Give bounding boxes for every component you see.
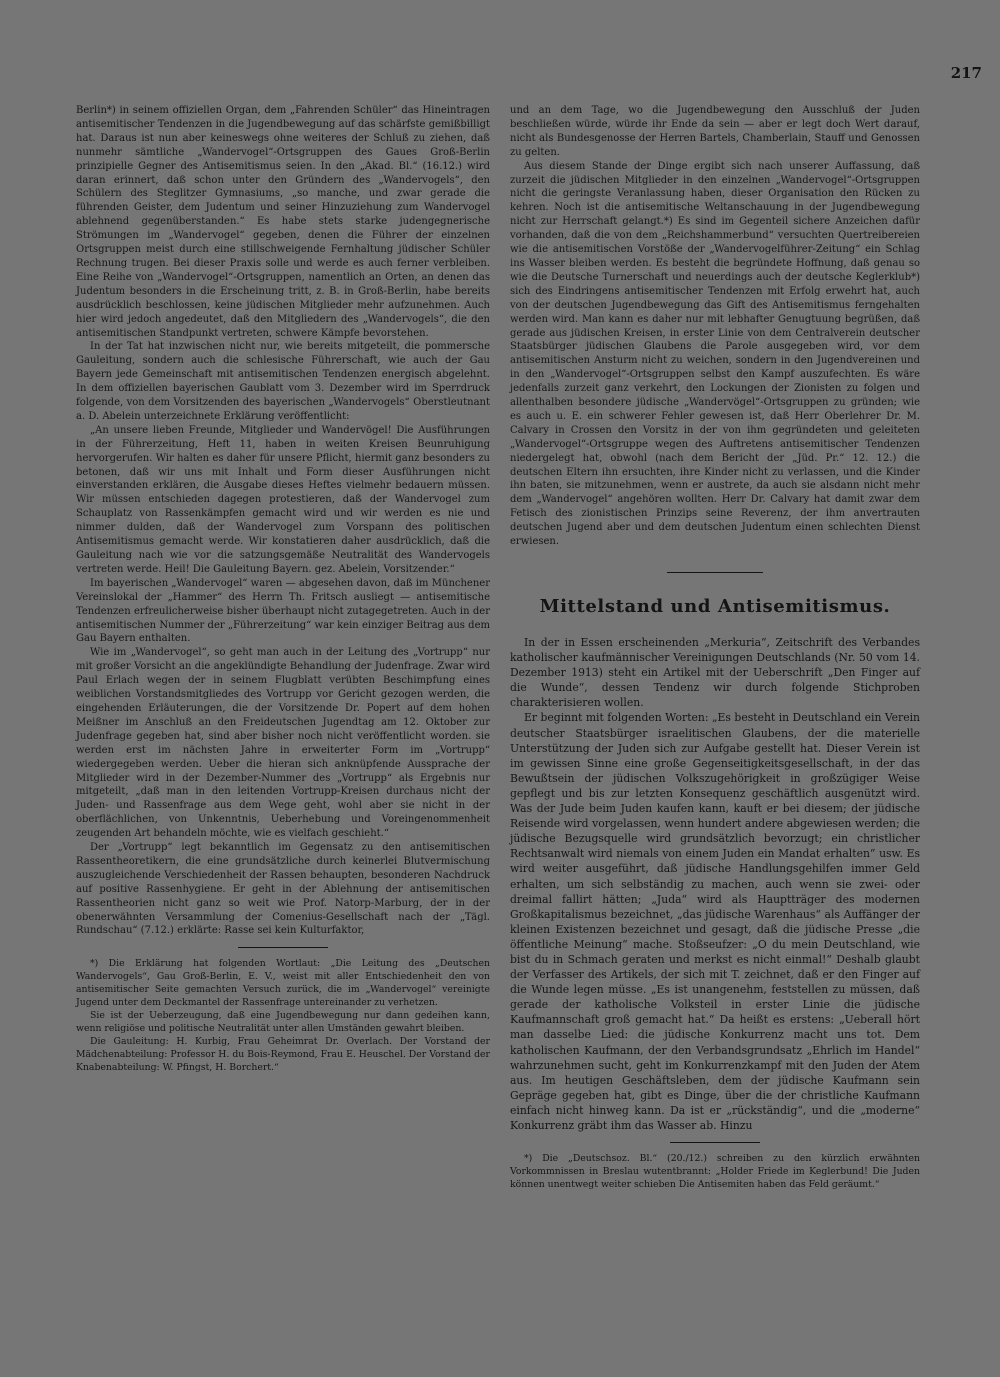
- paragraph: Berlin*) in seinem offiziellen Organ, dem „Fahrenden Schüler“ das Hineintragen antisemitischer Tendenzen in die Jugendbewegung auf das schärfste gemißbilligt hat. Daraus ist nun aber keineswegs ohne weiteres der Schluß zu ziehen, daß nunmehr sämtliche „Wandervogel“-Ortsgruppen des Gaues Groß-Berlin prinzipielle Gegner des Antisemitismus seien. In den „Akad. Bl.“ (16.12.) wird daran erinnert, daß schon unter den Gründern des „Wandervogels“, den Schülern des Steglitzer Gymnasiums, „so manche, und zwar gerade die führenden Geister, dem Judentum und seiner Hinzuziehung zum Wandervogel ablehnend gegenüberstanden.“ Es habe stets starke judengegnerische Strömungen im „Wandervogel“ gegeben, denen die Führer der einzelnen Ortsgruppen meist durch eine stillschweigende Fernhaltung jüdischer Schüler Rechnung trugen. Bei dieser Praxis solle und werde es auch ferner verbleiben. Eine Reihe von „Wandervogel“-Ortsgruppen, namentlich an Orten, an denen das Judentum besonders in die Erscheinung tritt, z. B. in Groß-Berlin, habe bereits ausdrücklich beschlossen, keine jüdischen Mitglieder mehr aufzunehmen. Auch hier wird jedoch angedeutet, daß den Mitgliedern des „Wandervogels“, die den antisemitischen Standpunkt vertreten, schwere Kämpfe bevorstehen.: [76, 105, 490, 339]
- footnotes: [76, 957, 490, 1074]
- page-number: 217: [950, 64, 982, 82]
- footnote: Sie ist der Ueberzeugung, daß eine Jugendbewegung nur dann gedeihen kann, wenn religiöse und politische Neutralität unter allen Umständen gewahrt bleiben.: [76, 1010, 490, 1035]
- footnote: *) Die Erklärung hat folgenden Wortlaut: „Die Leitung des „Deutschen Wandervogels“, Gau Groß-Berlin, E. V., weist mit aller Entschiedenheit den von antisemitischer Seite gemachten Versuch zurück, die im „Wandervogel“ vereinigte Jugend unter dem Deckmantel der Rassenfrage untereinander zu verhetzen.: [76, 958, 490, 1009]
- section-body: [510, 635, 920, 1133]
- section-divider: [667, 572, 763, 573]
- footnote: Die Gauleitung: H. Kurbig, Frau Geheimrat Dr. Overlach. Der Vorstand der Mädchenabteilung: Professor H. du Bois-Reymond, Frau E. Heuschel. Der Vorstand der Knabenabteilung: W. Pfingst, H. Borchert.“: [76, 1036, 490, 1074]
- paragraph: Aus diesem Stande der Dinge ergibt sich nach unserer Auffassung, daß zurzeit die jüdischen Mitglieder in den einzelnen „Wandervogel“-Ortsgruppen nicht die geringste Veranlassung haben, dieser Organisation den Rücken zu kehren. Noch ist die antisemitische Weltanschauung in der Jugendbewegung nicht zur Herrschaft gelangt.*) Es sind im Gegenteil sichere Anzeichen dafür vorhanden, daß die von dem „Reichshammerbund“ versuchten Quertreibereien wie die antisemitischen Vorstöße der „Wandervogelführer-Zeitung“ ein Schlag ins Wasser bleiben werden. Es besteht die begründete Hoffnung, daß genau so wie die Deutsche Turnerschaft und neuerdings auch der deutsche Keglerklub*) sich des Eindringens antisemitischer Tendenzen mit Erfolg erwehrt hat, auch von der deutschen Jugendbewegung das Gift des Antisemitismus ferngehalten werden wird. Man kann es daher nur mit lebhafter Genugtuung begrüßen, daß gerade aus jüdischen Kreisen, in erster Linie von dem Centralverein deutscher Staatsbürger jüdischen Glaubens die Parole ausgegeben wird, vor dem antisemitischen Ansturm nicht zu weichen, sondern in den Jugendvereinen und in den „Wandervogel“-Ortsgruppen selbst den Kampf auszufechten. Es wäre jedenfalls zurzeit ganz verkehrt, den Lockungen der Zionisten zu folgen und allenthalben besondere jüdische „Wandervögel“-Ortsgruppen zu gründen; wie es auch u. E. ein schwerer Fehler gewesen ist, daß Herr Oberlehrer Dr. M. Calvary in Crossen den Vorsitz in der von ihm gegründeten und geleiteten „Wandervogel“-Ortsgruppe wegen des Auftretens antisemitischer Tendenzen niedergelegt hat, obwohl (nach dem Bericht der „Jüd. Pr.“ 12. 12.) die deutschen Eltern ihn ersuchten, ihre Kinder nicht zu verlassen, und die Kinder ihn baten, sie mitzunehmen, wenn er austrete, da auch sie alsdann nicht mehr dem „Wandervogel“ angehören wollten. Herr Dr. Calvary hat damit zwar dem Fetisch des zionistischen Prinzips seine Reverenz, der ihm anvertrauten deutschen Jugend aber und dem deutschen Judentum einen schlechten Dienst erwiesen.: [510, 160, 920, 548]
- footnote-separator: [670, 1142, 760, 1143]
- paragraph: In der Tat hat inzwischen nicht nur, wie bereits mitgeteilt, die pommersche Gauleitung, sondern auch die schlesische Führerschaft, wie auch der Gau Bayern jede Gemeinschaft mit antisemitischen Tendenzen energisch abgelehnt. In dem offiziellen bayerischen Gaublatt vom 3. Dezember wird im Sperrdruck folgende, von dem Vorsitzenden des bayerischen „Wandervogels“ Oberstleutnant a. D. Abelein unterzeichnete Erklärung veröffentlicht:: [76, 341, 490, 422]
- quoted-declaration: „An unsere lieben Freunde, Mitglieder und Wandervögel! Die Ausführungen in der Führerzeitung, Heft 11, haben in weiten Kreisen Beunruhigung hervorgerufen. Wir halten es daher für unsere Pflicht, hiermit ganz besonders zu betonen, daß wir uns mit Inhalt und Form dieser Ausführungen nicht einverstanden erklären, die Ausgabe dieses Heftes vielmehr bedauern müssen. Wir müssen entschieden dagegen protestieren, daß der Wandervogel zum Schauplatz von Rassenkämpfen gemacht wird und wir werden es nie und nimmer dulden, daß der Wandervogel zum Vorspann des politischen Antisemitismus gemacht werde. Wir konstatieren daher ausdrücklich, daß die Gauleitung nach wie vor die satzungsgemäße Neutralität des Wandervogels vertreten werde. Heil! Die Gauleitung Bayern. gez. Abelein, Vorsitzender.“: [76, 424, 490, 575]
- paragraph: Der „Vortrupp“ legt bekanntlich im Gegensatz zu den antisemitischen Rassentheoretikern, die eine grundsätzliche durch keinerlei Blutvermischung auszugleichende Verschiedenheit der Rassen behaupten, besonderen Nachdruck auf positive Rassenhygiene. Er geht in der Ablehnung der antisemitischen Rassentheorien nicht ganz so weit wie Prof. Natorp-Marburg, der in der obenerwähnten Versammlung der Comenius-Gesellschaft nach der „Tägl. Rundschau“ (7.12.) erklärte: Rasse sei kein Kulturfaktor,: [76, 842, 490, 937]
- paragraph: und an dem Tage, wo die Jugendbewegung den Ausschluß der Juden beschließen würde, würde ihr Ende da sein — aber er legt doch Wert darauf, nicht als Bundesgenosse der Herren Bartels, Chamberlain, Stauff und Genossen zu gelten.: [510, 105, 920, 158]
- paragraph: Er beginnt mit folgenden Worten: „Es besteht in Deutschland ein Verein deutscher Staatsbürger israelitischen Glaubens, der die materielle Unterstützung der Juden sich zur Aufgabe gestellt hat. Dieser Verein ist im gewissen Sinne eine große Gegenseitigkeitsgesellschaft, in der das Bewußtsein der jüdischen Volkszugehörigkeit in großzügiger Weise gepflegt und bis zur letzten Konsequenz geschäftlich ausgenützt wird. Was der Jude beim Juden kaufen kann, kauft er bei diesem; der jüdische Reisende wird vorgelassen, wenn hundert andere abgewiesen werden; die jüdische Bezugsquelle wird grundsätzlich bevorzugt; ein christlicher Rechtsanwalt wird niemals von einem Juden ein Mandat erhalten“ usw. Es wird weiter ausgeführt, daß jüdische Handlungsgehilfen immer Geld erhalten, um sich selbständig zu machen, auch wenn sie zwei- oder dreimal fallirt hätten; „Juda“ wird als Hauptträger des modernen Großkapitalismus bezeichnet, „das jüdische Warenhaus“ als Auffänger der kleinen Existenzen bezeichnet und gesagt, daß die jüdische Presse „die öffentliche Meinung“ mache. Stoßseufzer: „O du mein Deutschland, wie bist du in Schmach geraten und merkst es nicht einmal!“ Deshalb glaubt der Verfasser des Artikels, der sich mit T. zeichnet, daß er den Finger auf die Wunde legen müsse. „Es ist unangenehm, feststellen zu müssen, daß gerade der katholische Volksteil in erster Linie die jüdische Kaufmannschaft groß gemacht hat.“ Da heißt es erstens: „Ueberall hört man dasselbe Lied: die jüdische Konkurrenz macht uns tot. Dem katholischen Kaufmann, der den Verbandsgrundsatz „Ehrlich im Handel“ wahrzunehmen sucht, geht im Konkurrenzkampf mit den Juden der Atem aus. Im heutigen Geschäftsleben, dem der jüdische Kaufmann sein Gepräge gegeben hat, gibt es Dinge, über die der christliche Kaufmann einfach nicht hinweg kann. Da ist er „rückständig“, und die „moderne“ Konkurrenz gräbt ihm das Wasser ab. Hinzu: [510, 711, 920, 1132]
- left-column: [76, 104, 490, 1074]
- footnote: *) Die „Deutschsoz. Bl.“ (20./12.) schreiben zu den kürzlich erwähnten Vorkommnissen in Breslau wutentbrannt: „Holder Friede im Keglerbund! Die Juden können unentwegt weiter schieben Die Antisemiten haben das Feld geräumt.“: [510, 1153, 920, 1191]
- paragraph: Im bayerischen „Wandervogel“ waren — abgesehen davon, daß im Münchener Vereinslokal der „Hammer“ des Herrn Th. Fritsch ausliegt — antisemitische Tendenzen erfreulicherweise bisher überhaupt nicht zutagegetreten. Auch in der antisemitischen Nummer der „Führerzeitung“ war kein einziger Beitrag aus dem Gau Bayern enthalten.: [76, 577, 490, 645]
- footnote-separator: [238, 947, 328, 948]
- paragraph: Wie im „Wandervogel“, so geht man auch in der Leitung des „Vortrupp“ nur mit großer Vorsicht an die angeklündigte Behandlung der Judenfrage. Zwar wird Paul Erlach wegen der in seinem Flugblatt verübten Beschimpfung eines weiblichen Vorstandsmitgliedes des Vortrupp vor Gericht gezogen werden, die eingehenden Erläuterungen, die der Vorsitzende Dr. Popert auf dem hohen Meißner im Anschluß an den Freideutschen Jugendtag am 12. Oktober zur Judenfrage gegeben hat, sind aber bisher noch nicht veröffentlicht worden. sie werden erst im nächsten Jahre in erweiterter Form im „Vortrupp“ wiedergegeben werden. Ueber die hieran sich anknüpfende Aussprache der Mitglieder wird in der Dezember-Nummer des „Vortrupp“ als Ergebnis nur mitgeteilt, „daß man in den leitenden Vortrupp-Kreisen durchaus nicht der Juden- und Rassenfrage aus dem Wege geht, wohl aber sie nicht in der oberflächlichen, von Unkenntnis, Ueberhebung und Voreingenommenheit zeugenden Art behandeln möchte, wie es vielfach geschieht.“: [76, 647, 490, 840]
- footnotes: [510, 1152, 920, 1191]
- paragraph: In der in Essen erscheinenden „Merkuria“, Zeitschrift des Verbandes katholischer kaufmännischer Vereinigungen Deutschlands (Nr. 50 vom 14. Dezember 1913) steht ein Artikel mit der Ueberschrift „Den Finger auf die Wunde“, dessen Tendenz wir durch folgende Stichproben charakterisieren wollen.: [510, 636, 920, 710]
- section-heading: Mittelstand und Antisemitismus.: [539, 596, 891, 617]
- right-column: [510, 104, 920, 1191]
